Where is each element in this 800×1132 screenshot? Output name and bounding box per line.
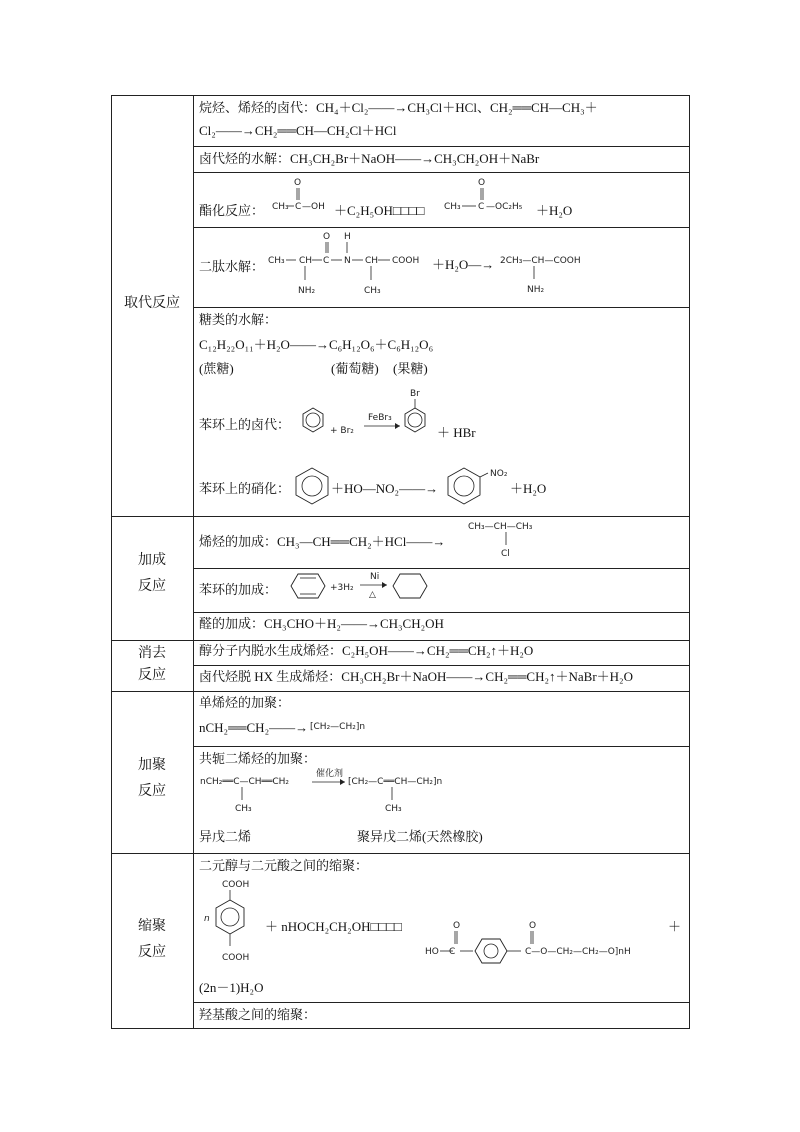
svg-text:CH₃—CH—CH₃: CH₃—CH—CH₃ [468,522,533,532]
svg-text:[CH₂—C══CH—CH₂]n: [CH₂—C══CH—CH₂]n [348,777,443,787]
svg-text:CH₃: CH₃ [385,804,402,814]
benzene-hydrogenation-scheme [285,570,455,610]
category-separator [111,640,690,641]
diene-name-isoprene: 异戊二烯 [199,829,252,844]
carbonyl-o: O [294,178,302,188]
svg-text:C—O—CH₂—CH₂—O]nH: C—O—CH₂—CH₂—O]nH [525,947,631,957]
category-addition-line1: 加成 [138,553,166,568]
nitrobenzene-ring-icon [448,468,480,504]
row-separator [193,1002,690,1003]
benzene-addition-label: 苯环的加成： [199,582,278,597]
svg-text:COOH: COOH [392,256,420,266]
diol-diacid-title: 二元醇与二元酸之间的缩聚： [199,858,369,873]
sugar-name-sucrose: (蔗糖) [199,361,234,376]
svg-text:NH₂: NH₂ [298,286,316,296]
category-separator [111,853,690,854]
svg-text:nCH₂══C—CH══CH₂: nCH₂══C—CH══CH₂ [200,777,290,787]
svg-text:+3H₂: +3H₂ [330,583,354,593]
row-separator [193,307,690,308]
sugar-name-fructose: (果糖) [393,361,428,376]
diene-name-polyisoprene: 聚异戊二烯(天然橡胶) [357,829,483,844]
benzene-ring-icon [291,574,325,598]
svg-text:HO: HO [425,947,439,957]
dipeptide-mid: ＋H₂O—→ [432,257,495,272]
ch3-group: CH₃ [272,202,289,212]
svg-text:Ni: Ni [370,572,380,582]
sugar-name-glucose: (葡萄糖) [331,361,379,376]
ch3-group: CH₃ [444,202,461,212]
svg-text:△: △ [369,590,376,600]
row-separator [193,172,690,173]
carbon-c: C [478,202,485,212]
row-separator [193,146,690,147]
category-column-divider [193,95,194,1029]
hydroxyl-group: —OH [302,202,325,212]
alcohol-dehydration: 醇分子内脱水生成烯烃：C₂H₅OH——→CH₂══CH₂↑＋H₂O [199,643,534,658]
row-separator [193,227,690,228]
hydroxy-acid-title: 羟基酸之间的缩聚： [199,1007,317,1022]
aldehyde-addition: 醛的加成：CH₃CHO＋H₂——→CH₃CH₂OH [199,616,444,631]
diene-polymerization-title: 共轭二烯烃的加聚： [199,751,317,766]
nitrobenzene-structure [444,466,514,510]
sugar-hydrolysis-title: 糖类的水解： [199,312,278,327]
svg-text:COOH: COOH [222,953,250,963]
benzene-nitration-end: ＋H₂O [510,481,547,496]
table-right-border [689,95,690,1029]
svg-text:C: C [449,947,456,957]
acetic-acid-structure [272,176,342,216]
polyethylene-structure [310,716,390,736]
category-condensation-polymerization-line1: 缩聚 [138,919,166,934]
svg-text:CH: CH [299,256,313,266]
alanine-structure [500,250,600,300]
alkene-addition: 烯烃的加成：CH₃—CH══CH₂＋HCl——→ [199,534,446,549]
benzene-halogenation-tail: ＋ HBr [437,425,476,440]
svg-text:Cl: Cl [501,549,510,559]
svg-text:N: N [344,256,351,266]
svg-text:NO₂: NO₂ [490,469,508,479]
svg-text:FeBr₃: FeBr₃ [368,413,392,423]
carbonyl-o: O [478,178,486,188]
svg-text:NH₂: NH₂ [527,285,545,295]
sugar-hydrolysis-equation: C₁₂H₂₂O₁₁＋H₂O——→C₆H₁₂O₆＋C₆H₁₂O₆ [199,337,434,352]
category-separator [111,516,690,517]
esterification-end: ＋H₂O [536,203,573,218]
chloropropane-structure [468,518,568,562]
mono-alkene-polymerization-equation: nCH₂══CH₂——→ [199,720,309,735]
svg-text:O: O [323,232,331,242]
pet-polyester-structure [425,918,675,968]
row-separator [193,665,690,666]
svg-text:Br: Br [410,389,420,399]
svg-text:C: C [323,256,330,266]
svg-text:COOH: COOH [222,880,250,890]
category-elimination-line1: 消去 [138,646,166,661]
isoprene-polymerization-scheme [200,770,500,820]
row-separator [193,746,690,747]
table-top-border [111,95,690,96]
alkane-halogenation-line2: Cl₂——→CH₂══CH—CH₂Cl＋HCl [199,123,397,138]
diol-diacid-water: (2n－1)H₂O [199,980,264,995]
svg-text:n: n [204,914,210,924]
benzene-nitration-mid: ＋HO—NO₂——→ [331,481,439,496]
haloalkane-elimination: 卤代烃脱 HX 生成烯烃：CH₃CH₂Br＋NaOH——→CH₂══CH₂↑＋NaBr＋H₂O [199,669,633,684]
alkane-halogenation-line1: 烷烃、烯烃的卤代：CH₄＋Cl₂——→CH₃Cl＋HCl、CH₂══CH—CH₃＋ [199,100,598,115]
svg-text:O: O [453,921,461,931]
svg-text:+ Br₂: + Br₂ [330,426,354,436]
diol-diacid-plus: ＋ [668,919,682,934]
row-separator [193,568,690,569]
svg-text:CH₃: CH₃ [364,286,381,296]
ethoxy-group: —OC₂H₅ [486,202,523,212]
benzene-ring-icon [216,900,244,934]
svg-text:O: O [529,921,537,931]
category-elimination-line2: 反应 [138,668,166,683]
category-addition-line2: 反应 [138,579,166,594]
category-substitution: 取代反应 [124,296,180,311]
cyclohexane-ring-icon [393,574,427,598]
table-bottom-border [111,1028,690,1029]
carbon-c: C [295,202,302,212]
svg-text:CH₃: CH₃ [235,804,252,814]
terephthalic-acid-structure [200,876,270,976]
svg-text:CH₃: CH₃ [268,256,285,266]
svg-text:[CH₂—CH₂]n: [CH₂—CH₂]n [310,722,366,732]
benzene-ring-icon [475,939,507,963]
benzene-ring-reactant [292,466,332,510]
dipeptide-label: 二肽水解： [199,259,265,274]
row-separator [193,612,690,613]
benzene-nitration-label: 苯环上的硝化： [199,481,291,496]
benzene-ring-icon [296,468,328,504]
svg-text:H: H [344,232,351,242]
svg-text:2CH₃—CH—COOH: 2CH₃—CH—COOH [500,256,581,266]
dipeptide-structure [268,230,438,300]
haloalkane-hydrolysis: 卤代烃的水解：CH₃CH₂Br＋NaOH——→CH₃CH₂OH＋NaBr [199,151,540,166]
category-separator [111,691,690,692]
category-addition-polymerization-line2: 反应 [138,784,166,799]
ethyl-acetate-structure [444,176,544,216]
diol-diacid-mid: ＋ nHOCH₂CH₂OH□□□□ [265,919,402,934]
esterification-label: 酯化反应： [199,203,265,218]
svg-text:催化剂: 催化剂 [316,769,344,779]
mono-alkene-polymerization-title: 单烯烃的加聚： [199,695,291,710]
benzene-halogenation-label: 苯环上的卤代： [199,417,291,432]
category-addition-polymerization-line1: 加聚 [138,758,166,773]
svg-text:CH: CH [365,256,379,266]
category-condensation-polymerization-line2: 反应 [138,945,166,960]
esterification-mid: ＋C₂H₅OH□□□□ [334,203,425,218]
